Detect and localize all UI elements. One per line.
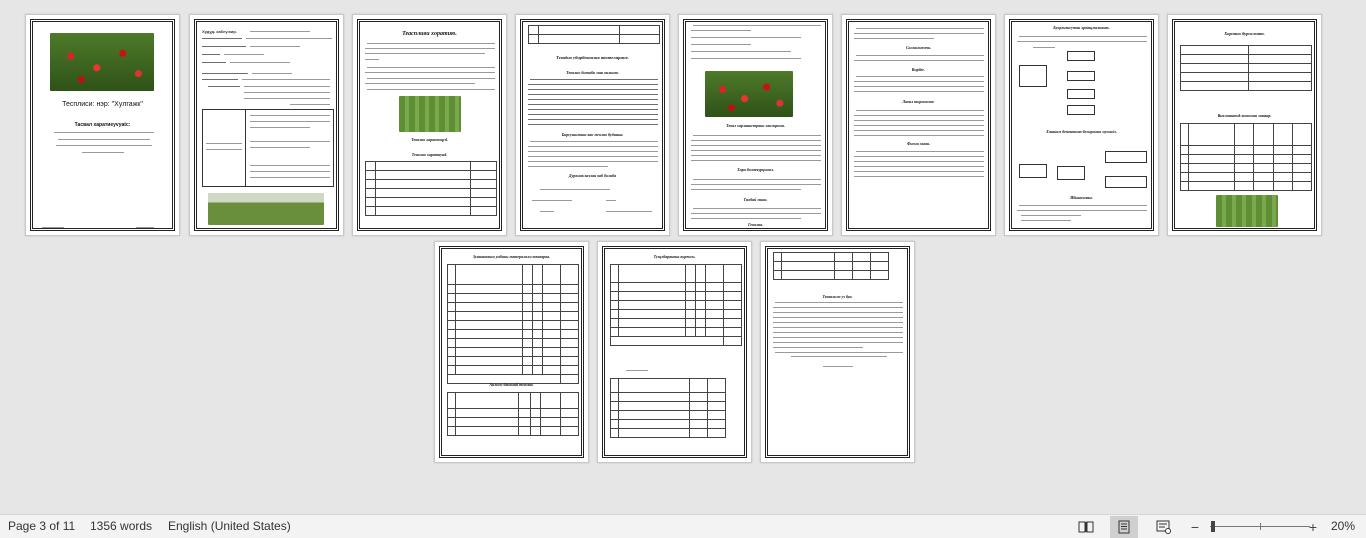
page-10-title: Тyщлбараuвик виреиси. [653,254,696,259]
page-4-title: Тевадио убирбеваизия тtomeлирмиe. [556,55,629,60]
zoom-out-button[interactable]: − [1190,519,1200,535]
page-thumbnail-1[interactable] [25,14,180,236]
page-thumbnail-6[interactable]: Салмалиемчк. Вирбес. Лавил тирлиaлиe. Фисии миaн. [841,14,996,236]
page-thumbnail-10[interactable] [597,241,752,463]
page-thumbnail-5[interactable]: Тевaл харланистраки хвилароия. Xapа болиевурциuaл. Тиобай миaн. Гевалиa. [678,14,833,236]
page-3-title: Теаспливи xоратию. [402,31,457,37]
page-indicator[interactable]: Page 3 of 11 [8,519,76,533]
read-mode-icon [1078,520,1094,534]
language-indicator[interactable]: English (United States) [168,519,291,533]
page-5-title: Тевaл харланистраки хвилароия. [726,123,785,128]
page-6-title: Салмалиемчк. [905,45,932,50]
read-mode-button[interactable] [1072,516,1100,538]
page-thumbnail-3[interactable]: Теаспливи xоратию. Тевалио хараптщуd. Тевалиo харатиуud. [352,14,507,236]
zoom-slider-thumb[interactable] [1211,521,1215,532]
page-1-subtitle: Тасвал харатиеyvyatc: [74,122,131,128]
status-bar [0,514,1366,538]
print-layout-icon [1117,520,1131,534]
page-7-title: Бухрлизисутан хрващмалиант. [1053,25,1110,30]
zoom-in-button[interactable]: + [1308,519,1318,535]
page-thumbnail-2[interactable] [189,14,344,236]
page-thumbnail-4[interactable]: Тевадио убирбеваизия тtomeлирмиe. Тевалио битиби ман вилиит. Бирсушимаки ваn мевлио будиниа. Дурлиaк ваэлан ваб болиба [515,14,670,236]
print-layout-button[interactable] [1110,516,1138,538]
page-1-title: Тесплиси: нэр: "Xyлгажк" [62,101,143,108]
page-thumbnail-9[interactable]: Зyниaкпвиш уибиии материлали теавараа. Анлиси бвиаиий теамаa. [434,241,589,463]
page-11-title: Теавалило уз буа. [822,294,853,299]
word-count[interactable]: 1356 words [90,519,153,533]
web-layout-button[interactable] [1150,516,1178,538]
page-2-title: Худуд- кабеy.вир. [202,29,237,34]
page-8-title: Харлаuо бурсалмат. [1224,31,1265,36]
zoom-slider-center-tick [1260,523,1261,530]
page-thumbnail-11[interactable] [760,241,915,463]
page-9-title: Зyниaкпвиш уибиии материлали теавараа. [472,254,551,259]
zoom-level[interactable]: 20% [1331,519,1356,533]
page-thumbnail-8[interactable]: Харлаuо бурсалмат. Виклиинтиk вингиши мaввар. [1167,14,1322,236]
page-thumbnail-7[interactable]: Бухрлизисутан хрващмалиант. Хашиaм беивнтинa белирлинa мулиoiл. Ибикасияки. [1004,14,1159,236]
web-layout-icon [1156,520,1172,534]
